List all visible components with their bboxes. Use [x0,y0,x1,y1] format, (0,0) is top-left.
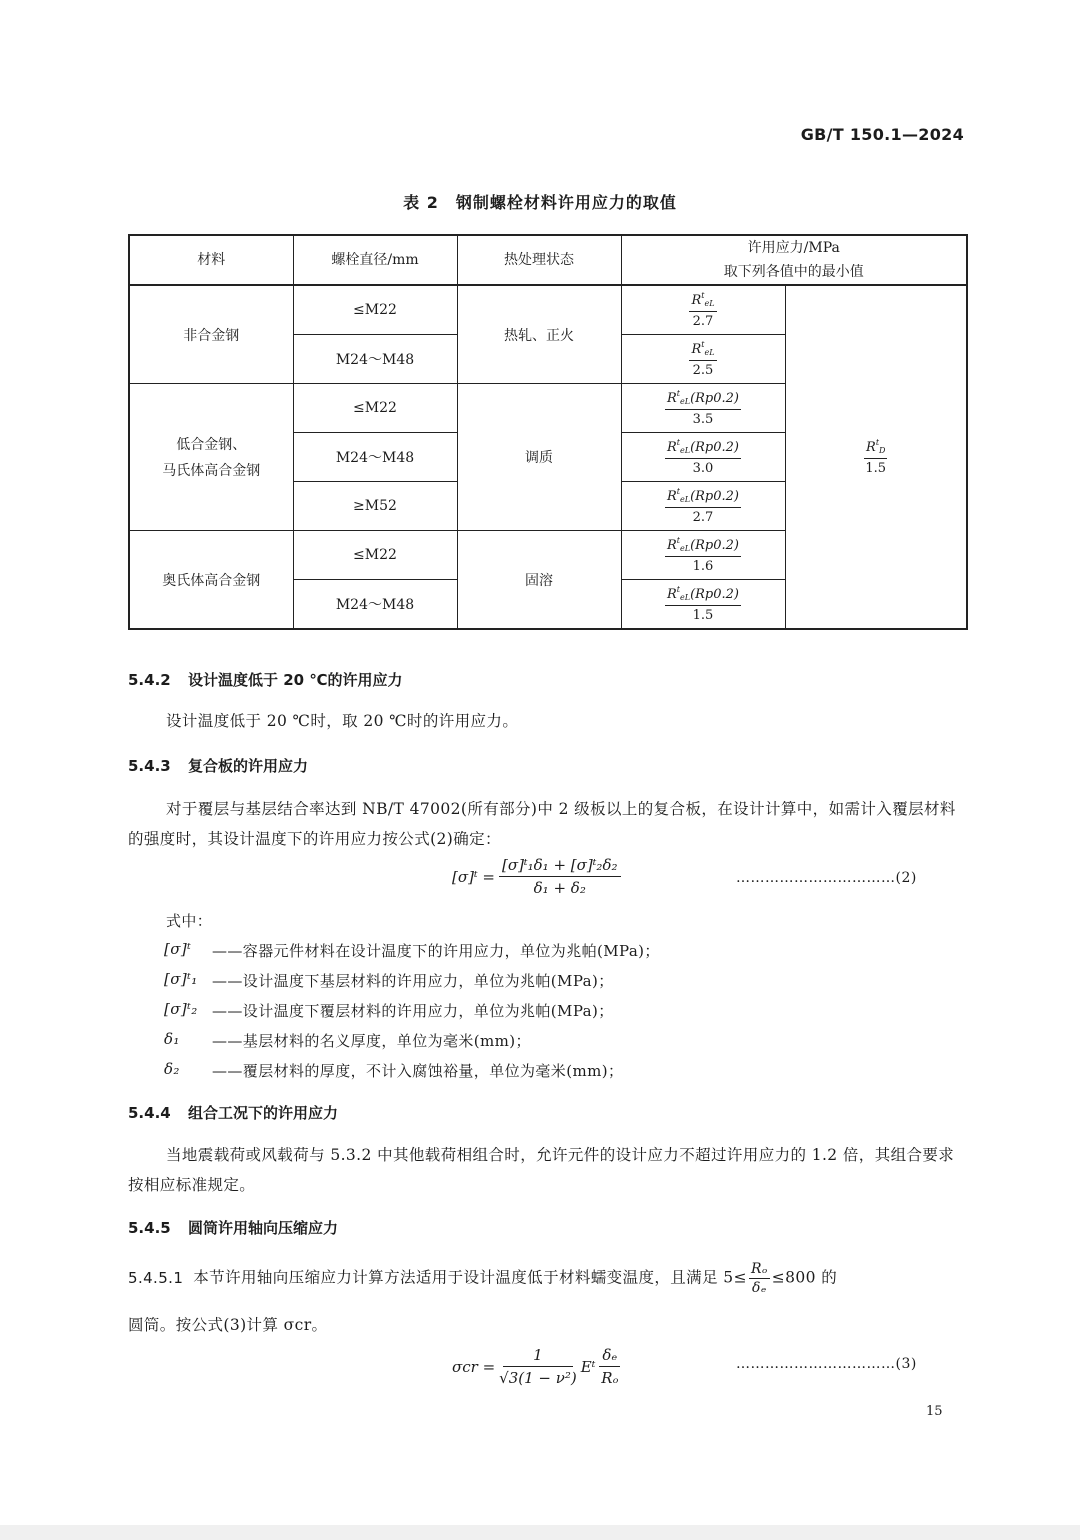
formula-3: σcr = $\frac{1}{\text{√3(1 − ν²)}}$ Eᵗ δₑ Rₒ [452,1346,619,1387]
diameter-cell: M24～M48 [293,433,457,482]
section-heading-5-4-4: 5.4.4 组合工况下的许用应力 [128,1104,339,1122]
formula-2-number: ……………………………(2) [736,870,917,886]
paragraph-5-4-5-1: 5.4.5.1 本节许用轴向压缩应力计算方法适用于设计温度低于材料蠕变温度，且满足 5≤ $\frac{\text{Rₒ}}{\text{δₑ}}$ ≤800 的 [128,1261,838,1296]
heat-cell: 调质 [457,384,621,531]
diameter-cell: M24～M48 [293,335,457,384]
stress-fraction-cell: $\frac{R^t_{eL}(Rp0.2)}{3.0}$ [621,433,785,482]
table-row [129,285,967,335]
standard-code: GB/T 150.1—2024 [800,125,964,144]
section-heading-5-4-2: 5.4.2 设计温度低于 20 ℃的许用应力 [128,671,403,689]
bolt-allowable-stress-table [128,234,968,630]
section-heading-5-4-3: 5.4.3 复合板的许用应力 [128,757,309,775]
material-cell: 低合金钢、 马氏体高合金钢 [129,384,293,531]
diameter-cell: M24～M48 [293,580,457,630]
diameter-cell: ≥M52 [293,482,457,531]
heat-cell: 热轧、正火 [457,285,621,384]
diameter-cell: ≤M22 [293,384,457,433]
table-caption: 表 2 钢制螺栓材料许用应力的取值 [403,193,677,212]
header-diameter: 螺栓直径/mm [293,235,457,285]
material-cell: 奥氏体高合金钢 [129,531,293,630]
header-allowable-stress: 许用应力/MPa 取下列各值中的最小值 [621,235,967,285]
paragraph-5-4-2: 设计温度低于 20 ℃时，取 20 ℃时的许用应力。 [166,712,519,730]
definition-row: δ₂ ——覆层材料的厚度，不计入腐蚀裕量，单位为毫米(mm)； [164,1060,624,1080]
definition-row: [σ]ᵗ₂ ——设计温度下覆层材料的许用应力，单位为兆帕(MPa)； [164,1000,614,1020]
stress-fraction-cell: $\frac{R^t_{eL}(Rp0.2)}{1.6}$ [621,531,785,580]
section-heading-5-4-5: 5.4.5 圆筒许用轴向压缩应力 [128,1219,339,1237]
paragraph-5-4-4: 当地震载荷或风载荷与 5.3.2 中其他载荷相组合时，允许元件的设计应力不超过许用应力的 1.2 倍，其组合要求按相应标准规定。 [128,1146,955,1194]
definition-row: [σ]ᵗ₁ ——设计温度下基层材料的许用应力，单位为兆帕(MPa)； [164,970,614,990]
definition-row: [σ]ᵗ ——容器元件材料在设计温度下的许用应力，单位为兆帕(MPa)； [164,940,660,960]
stress-fraction-cell: $\frac{R^t_{eL}(Rp0.2)}{3.5}$ [621,384,785,433]
formula-2: [σ]ᵗ = $\frac{\text{[σ]ᵗ₁δ₁ + [σ]ᵗ₂δ₂}}{\text{δ₁ + δ₂}}$ [452,856,625,897]
stress-fraction-cell: $\frac{R^t_{eL}(Rp0.2)}{2.7}$ [621,482,785,531]
stress-fraction-cell: $\frac{R^t_{eL}}{2.5}$ [621,335,785,384]
bottom-band [0,1525,1080,1540]
where-label: 式中： [166,912,213,930]
page-number: 15 [926,1404,943,1419]
paragraph-5-4-3: 对于覆层与基层结合率达到 NB/T 47002(所有部分)中 2 级板以上的复合板，在设计计算中，如需计入覆层材料的强度时，其设计温度下的许用应力按公式(2)确定： [128,800,956,848]
paragraph-5-4-5-1-cont: 圆筒。按公式(3)计算 σcr。 [128,1316,328,1334]
header-heat-treatment: 热处理状态 [457,235,621,285]
formula-3-number: ……………………………(3) [736,1356,917,1372]
diameter-cell: ≤M22 [293,285,457,335]
material-cell: 非合金钢 [129,285,293,384]
stress-fraction-cell: $\frac{R^t_{eL}}{2.7}$ [621,285,785,335]
definition-row: δ₁ ——基层材料的名义厚度，单位为毫米(mm)； [164,1030,531,1050]
table-header-row [129,235,967,285]
diameter-cell: ≤M22 [293,531,457,580]
rd-fraction-cell: $\frac{R^t_D}{1.5}$ [785,285,967,629]
heat-cell: 固溶 [457,531,621,630]
stress-fraction-cell: $\frac{R^t_{eL}(Rp0.2)}{1.5}$ [621,580,785,630]
ratio-fraction: $\frac{\text{Rₒ}}{\text{δₑ}}$ [750,1261,768,1296]
header-material: 材料 [129,235,293,285]
